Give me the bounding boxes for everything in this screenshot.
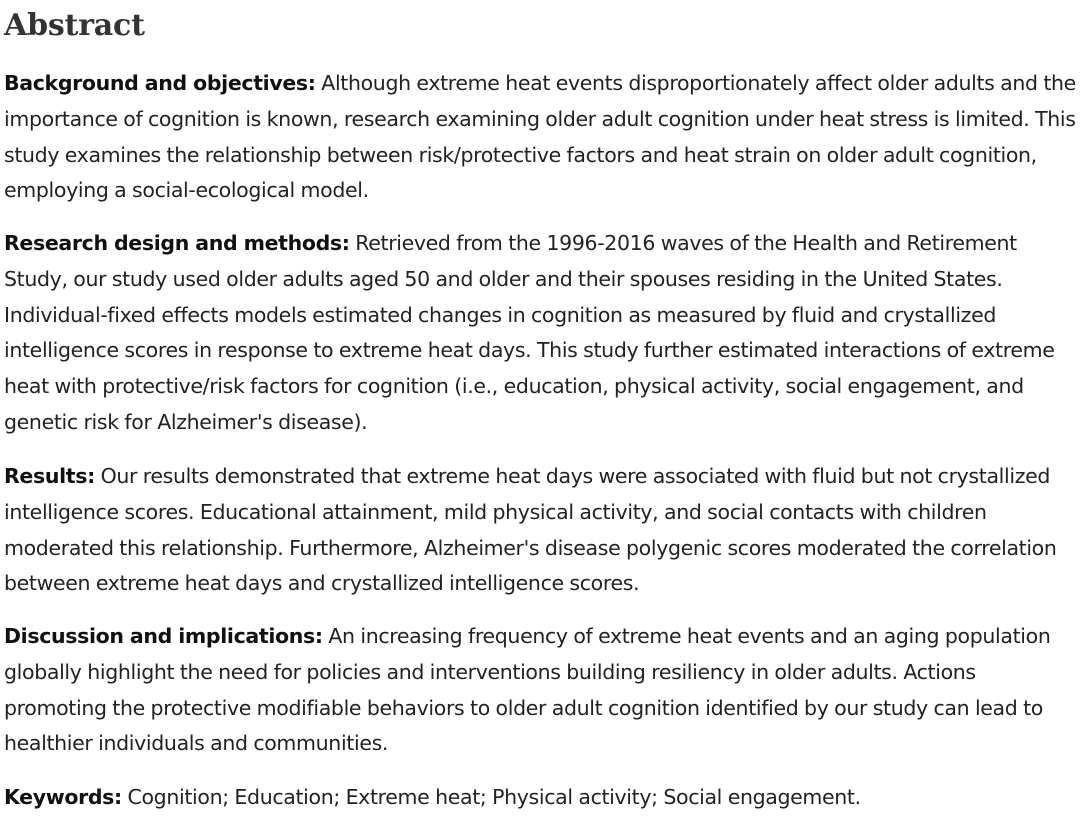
keywords-paragraph (4, 780, 1076, 816)
research-design-methods-paragraph (4, 226, 1076, 441)
discussion-implications-paragraph (4, 619, 1076, 762)
keywords-label: Keywords: (4, 785, 122, 809)
section-text: Although extreme heat events disproportionately affect older adults and the importance of cognition is known, research examining older adult cognition under heat stress is limited. This study examines the relationship between risk/protective factors and heat strain on older adult cognition, employing a social-ecological model. (4, 71, 1076, 203)
background-objectives-paragraph (4, 66, 1076, 209)
section-label: Discussion and implications: (4, 624, 323, 648)
abstract-section (4, 0, 1076, 809)
section-text: Our results demonstrated that extreme heat days were associated with fluid but not crystallized intelligence scores. Educational attainment, mild physical activity, and social contacts with children moderated this relationship. Furthermore, Alzheimer's disease polygenic scores moderated the correlation between extreme heat days and crystallized intelligence scores. (4, 464, 1057, 596)
section-text: Retrieved from the 1996-2016 waves of the Health and Retirement Study, our study used older adults aged 50 and older and their spouses residing in the United States. Individual-fixed effects models estimated changes in cognition as measured by fluid and crystallized intelligence scores in response to extreme heat days. This study further estimated interactions of extreme heat with protective/risk factors for cognition (i.e., education, physical activity, social engagement, and genetic risk for Alzheimer's disease). (4, 231, 1055, 434)
section-label: Background and objectives: (4, 71, 316, 95)
section-label: Research design and methods: (4, 231, 350, 255)
keywords-text: Cognition; Education; Extreme heat; Physical activity; Social engagement. (127, 785, 861, 809)
results-paragraph (4, 459, 1076, 602)
section-label: Results: (4, 464, 95, 488)
section-text: An increasing frequency of extreme heat events and an aging population globally highlight the need for policies and interventions building resiliency in older adults. Actions promoting the protective modifiable behaviors to older adult cognition identified by our study can lead to healthier individuals and communities. (4, 624, 1051, 756)
abstract-heading: Abstract (4, 8, 145, 43)
